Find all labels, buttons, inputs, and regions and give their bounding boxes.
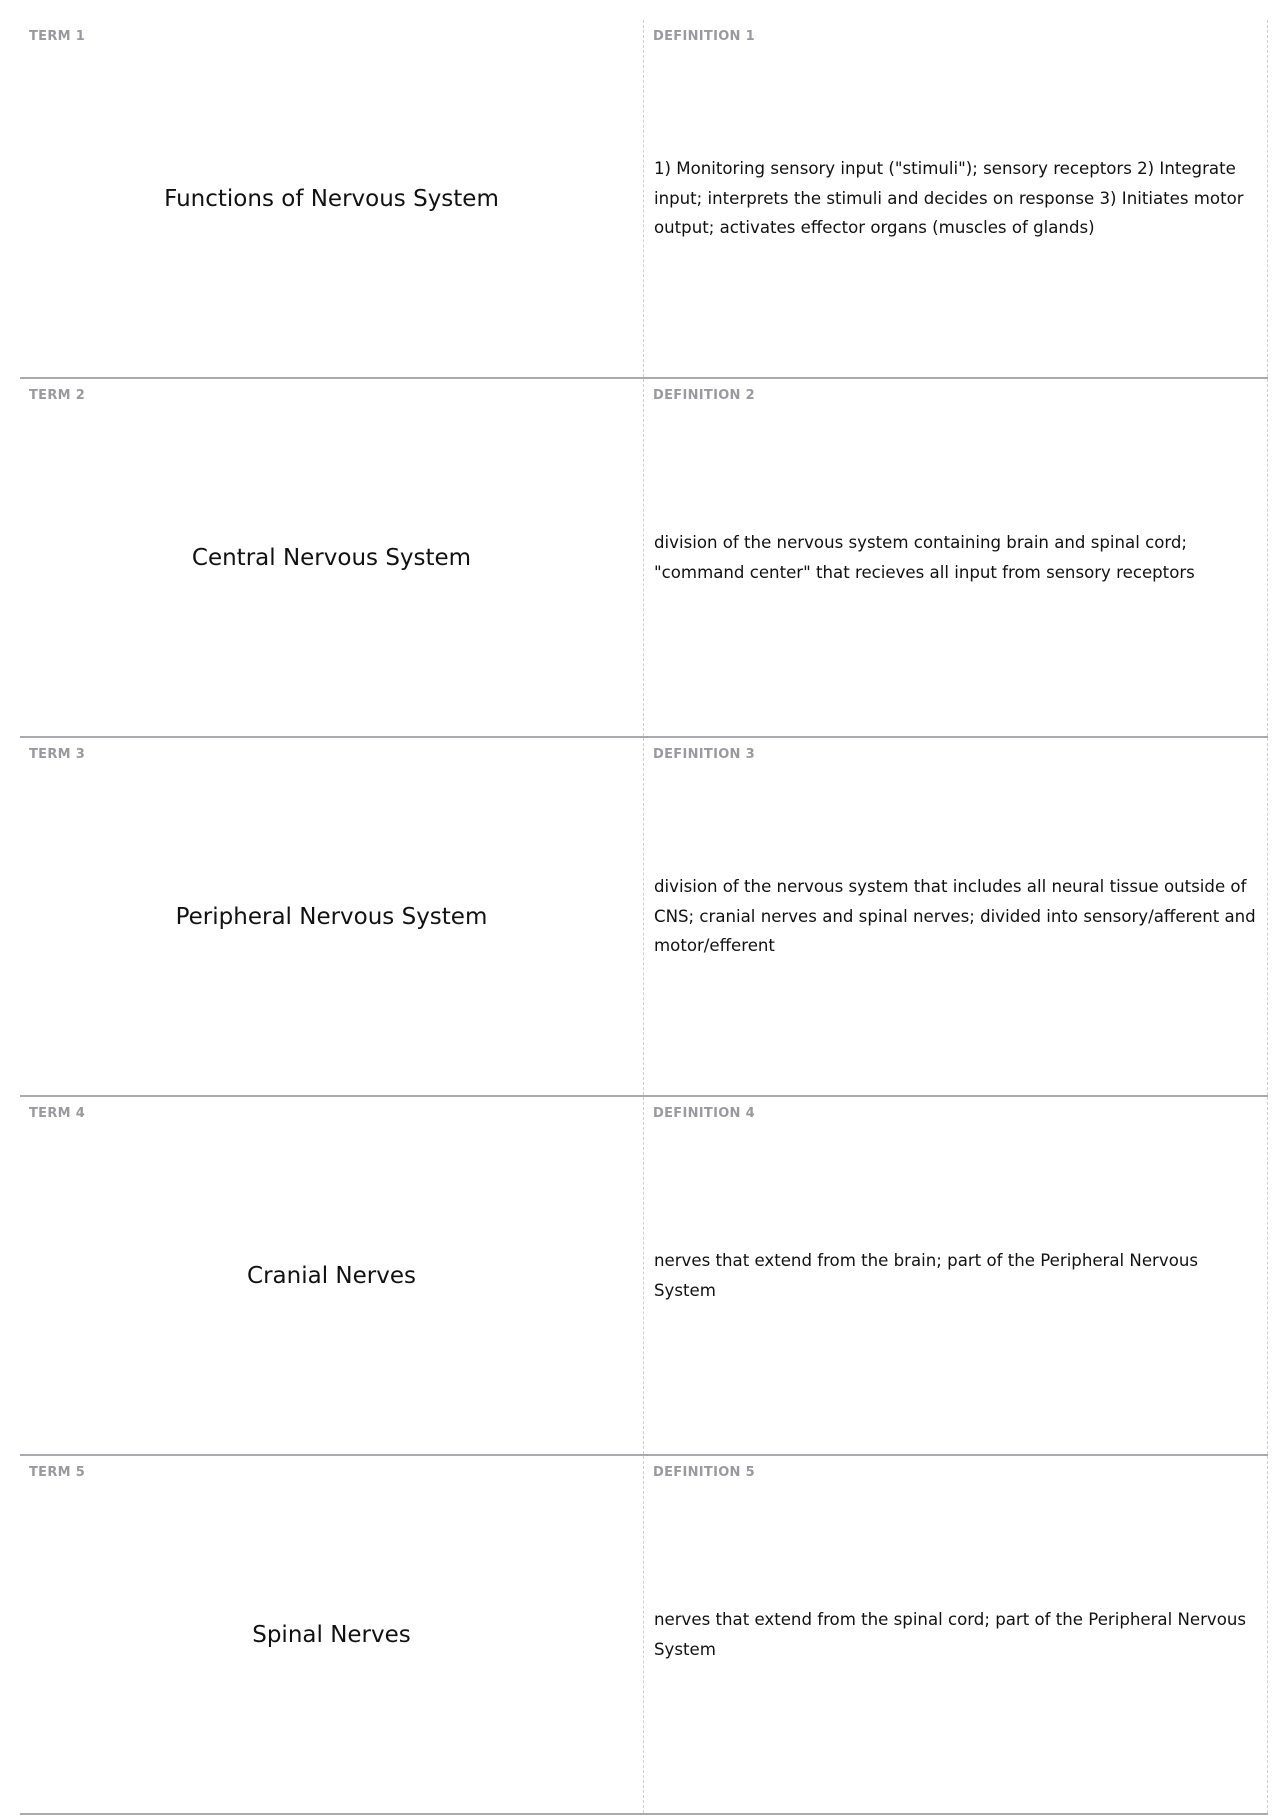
definition-content: nerves that extend from the brain; part of the Peripheral Nervous System xyxy=(654,1251,1199,1300)
definition-cell xyxy=(644,1456,1268,1813)
definition-cell xyxy=(644,379,1268,736)
flashcard-row xyxy=(20,1456,1268,1815)
definition-cell xyxy=(644,1097,1268,1454)
definition-text xyxy=(654,379,1259,736)
definition-content: division of the nervous system containing brain and spinal cord; "command center" that recieves all input from sensory receptors xyxy=(654,533,1195,582)
definition-text xyxy=(654,1097,1259,1454)
term-label: TERM 3 xyxy=(29,747,86,762)
flashcard-row xyxy=(20,379,1268,738)
term-label: TERM 2 xyxy=(29,388,86,403)
term-cell xyxy=(20,738,644,1095)
term-text: Central Nervous System xyxy=(191,544,472,571)
flashcard-row xyxy=(20,738,1268,1097)
term-text: Peripheral Nervous System xyxy=(175,903,488,930)
definition-text xyxy=(654,20,1259,377)
term-text: Spinal Nerves xyxy=(252,1621,411,1648)
term-label: TERM 4 xyxy=(29,1106,86,1121)
definition-label: DEFINITION 2 xyxy=(653,388,755,403)
definition-text xyxy=(654,1456,1259,1813)
definition-content: division of the nervous system that includes all neural tissue outside of CNS; cranial nerves and spinal nerves; divided into sensory/afferent and motor/efferent xyxy=(654,877,1256,956)
term-cell xyxy=(20,20,644,377)
flashcard-row xyxy=(20,1097,1268,1456)
definition-text xyxy=(654,738,1259,1095)
flashcard-sheet xyxy=(20,20,1268,1815)
flashcard-row xyxy=(20,20,1268,379)
term-label: TERM 1 xyxy=(29,29,86,44)
term-cell xyxy=(20,1456,644,1813)
definition-content: 1) Monitoring sensory input ("stimuli"); sensory receptors 2) Integrate input; interprets the stimuli and decides on response 3) Initiates motor output; activates effector organs (muscles of glands) xyxy=(654,159,1244,238)
term-label: TERM 5 xyxy=(29,1465,86,1480)
term-cell xyxy=(20,1097,644,1454)
definition-label: DEFINITION 3 xyxy=(653,747,755,762)
definition-label: DEFINITION 5 xyxy=(653,1465,755,1480)
term-text: Cranial Nerves xyxy=(247,1262,416,1289)
definition-cell xyxy=(644,738,1268,1095)
definition-label: DEFINITION 1 xyxy=(653,29,755,44)
definition-content: nerves that extend from the spinal cord; part of the Peripheral Nervous System xyxy=(654,1610,1247,1659)
definition-cell xyxy=(644,20,1268,377)
term-text: Functions of Nervous System xyxy=(164,185,499,212)
definition-label: DEFINITION 4 xyxy=(653,1106,755,1121)
term-cell xyxy=(20,379,644,736)
